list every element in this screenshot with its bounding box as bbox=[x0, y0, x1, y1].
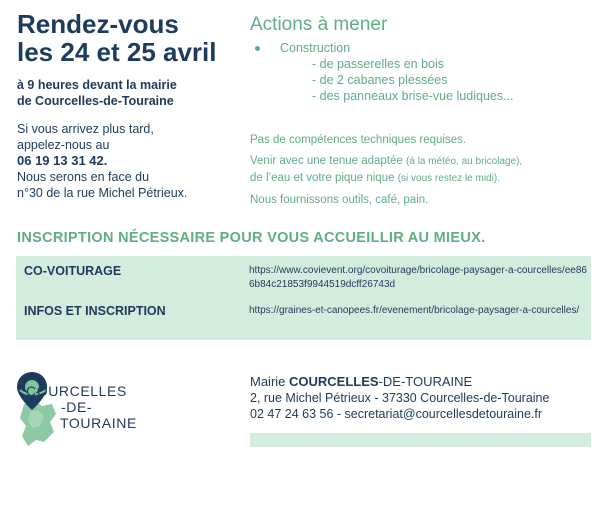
list-item bbox=[250, 40, 600, 56]
info-line bbox=[250, 153, 600, 170]
bullet-icon bbox=[255, 46, 260, 51]
table-row bbox=[16, 262, 591, 298]
info-line-main: de l’eau et votre pique nique bbox=[250, 172, 395, 184]
town-hall-name bbox=[250, 374, 600, 390]
registration-label: INFOS ET INSCRIPTION bbox=[24, 304, 166, 318]
late-line2: appelez-nous au bbox=[17, 138, 110, 152]
late-line4: n°30 de la rue Michel Pétrieux. bbox=[17, 186, 188, 200]
late-line3: Nous serons en face du bbox=[17, 170, 150, 184]
info-line bbox=[250, 170, 600, 187]
links-table bbox=[16, 256, 591, 340]
logo-text-line3: TOURAINE bbox=[60, 415, 137, 431]
courcelles-logo bbox=[16, 370, 196, 460]
meeting-time-block bbox=[17, 77, 242, 109]
list-item: - de 2 cabanes plessées bbox=[312, 73, 448, 87]
registration-banner: INSCRIPTION NÉCESSAIRE POUR VOUS ACCUEILLIR AU MIEUX. bbox=[17, 230, 486, 246]
list-item: - des panneaux brise-vue ludiques... bbox=[312, 89, 514, 103]
town-hall-contact bbox=[250, 374, 600, 422]
table-row bbox=[16, 302, 591, 338]
name-suffix: -DE-TOURAINE bbox=[378, 374, 473, 389]
info-line: Pas de compétences techniques requises. bbox=[250, 134, 467, 146]
logo-text-line2: -DE- bbox=[61, 399, 93, 415]
name-bold: COURCELLES bbox=[289, 374, 379, 389]
town-hall-address: 2, rue Michel Pétrieux - 37330 Courcelles-de-Touraine bbox=[250, 391, 550, 405]
practical-info bbox=[250, 132, 600, 213]
info-line-main: Venir avec une tenue adaptée bbox=[250, 155, 403, 167]
info-line: Nous fournissons outils, café, pain. bbox=[250, 194, 429, 206]
carpool-link[interactable]: https://www.covievent.org/covoiturage/bricolage-paysager-a-courcelles/ee866b84c21853f9944519dcff26743d bbox=[249, 265, 587, 290]
event-title bbox=[17, 10, 242, 66]
late-arrival-block bbox=[17, 121, 245, 201]
event-title-line2: les 24 et 25 avril bbox=[17, 37, 217, 67]
contact-phone: 06 19 13 31 42. bbox=[17, 153, 108, 168]
carpool-label: CO-VOITURAGE bbox=[24, 264, 122, 278]
info-line-small: (à la météo, au bricolage), bbox=[406, 156, 523, 167]
footer-bar bbox=[250, 433, 591, 447]
registration-link[interactable]: https://graines-et-canopees.fr/evenement/bricolage-paysager-a-courcelles/ bbox=[249, 305, 580, 316]
logo-text-line1: COURCELLES bbox=[26, 383, 127, 399]
event-title-line1: Rendez-vous bbox=[17, 9, 179, 39]
late-line1: Si vous arrivez plus tard, bbox=[17, 122, 154, 136]
actions-main-item: Construction bbox=[280, 41, 351, 55]
actions-title: Actions à mener bbox=[250, 14, 388, 35]
meeting-time-line1: à 9 heures devant la mairie bbox=[17, 78, 177, 92]
actions-list bbox=[250, 40, 600, 104]
town-hall-phone-email[interactable]: 02 47 24 63 56 - secretariat@courcellesdetouraine.fr bbox=[250, 407, 543, 421]
name-prefix: Mairie bbox=[250, 374, 290, 389]
info-line-small: (si vous restez le midi). bbox=[397, 173, 500, 184]
meeting-time-line2: de Courcelles-de-Touraine bbox=[17, 94, 174, 108]
list-item: - de passerelles en bois bbox=[312, 57, 445, 71]
